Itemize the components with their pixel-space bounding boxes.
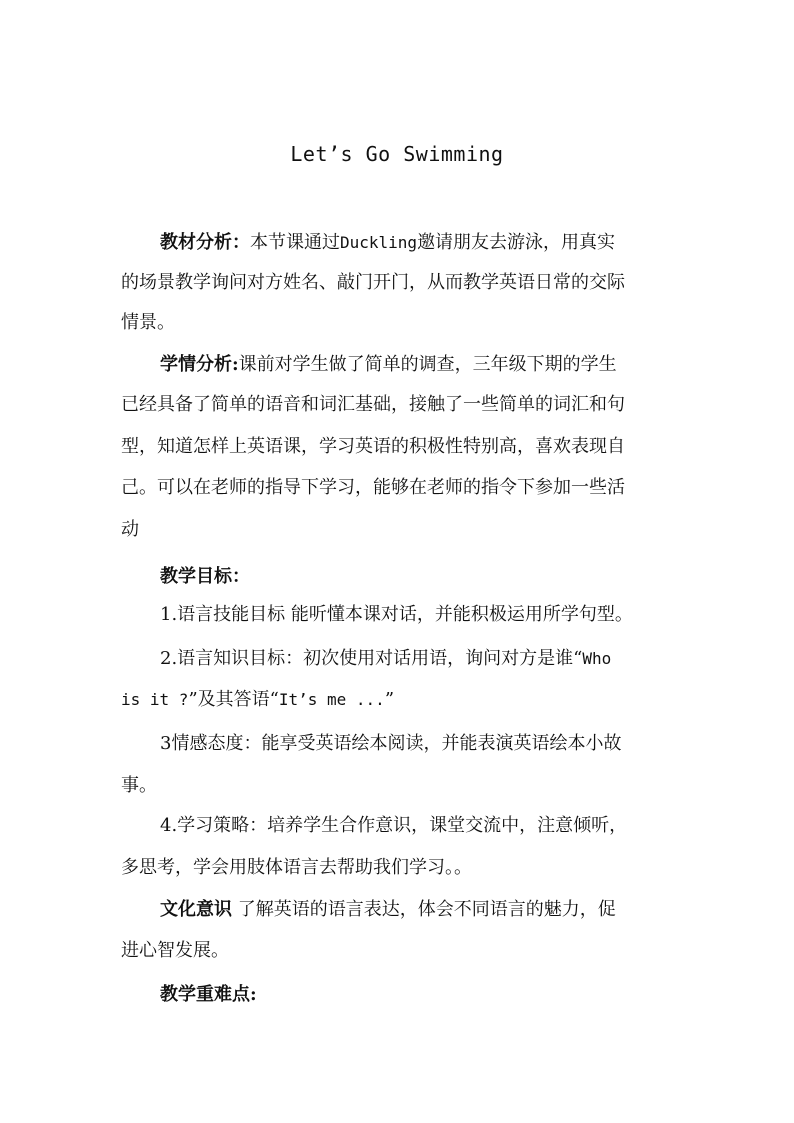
objective-item-4-line1: 4.学习策略：培养学生合作意识，课堂交流中，注意倾听，: [160, 815, 628, 836]
culture-line2: 进心智发展。: [121, 940, 229, 961]
objective-item-3-line2: 事。: [121, 775, 157, 796]
objective-item-1: 1.语言技能目标 能听懂本课对话，并能积极运用所学句型。: [160, 604, 633, 625]
section2-line1: [160, 350, 681, 380]
objective-item-2-en-answer: It’s me ...: [278, 690, 385, 709]
section1-line3: 情景。: [121, 312, 175, 333]
section2-line2: 已经具备了简单的语音和词汇基础，接触了一些简单的词汇和句: [121, 394, 625, 415]
culture-heading: 文化意识: [160, 899, 232, 920]
objectives-heading: 教学目标：: [160, 566, 250, 587]
section1-text-en: Duckling: [340, 233, 418, 252]
difficulties-heading: 教学重难点:: [160, 984, 257, 1005]
objective-item-2-quote-close: ”: [384, 689, 395, 710]
objective-item-2-en-question: is it ?: [121, 690, 189, 709]
objective-item-2-line1: [160, 644, 681, 674]
section1-line2: 的场景教学询问对方姓名、敲门开门，从而教学英语日常的交际: [121, 272, 625, 293]
document-title: Let’s Go Swimming: [290, 142, 504, 166]
section1-heading: 教材分析：: [160, 232, 250, 253]
section2-text: 课前对学生做了简单的调查，三年级下期的学生: [238, 354, 617, 375]
section2-line4: 己。可以在老师的指导下学习，能够在老师的指令下参加一些活: [121, 477, 625, 498]
section1-text-a: 本节课通过: [250, 232, 340, 253]
section2-heading: 学情分析:: [160, 354, 239, 375]
objective-item-4-line2: 多思考，学会用肢体语言去帮助我们学习。。: [121, 857, 472, 878]
objective-item-3-line1: 3情感态度：能享受英语绘本阅读，并能表演英语绘本小故: [160, 733, 622, 754]
objective-item-2-text-b: ”及其答语“: [188, 689, 279, 710]
culture-text: 了解英语的语言表达，体会不同语言的魅力，促: [232, 899, 616, 920]
section1-text-b: 邀请朋友去游泳，用真实: [417, 232, 616, 253]
section1-line1: [160, 228, 681, 258]
objective-item-2-line2: [121, 685, 681, 715]
objective-item-2-text: 2.语言知识目标：初次使用对话用语，询问对方是谁“: [160, 648, 583, 669]
objective-item-2-en: Who: [582, 649, 612, 668]
culture-line1: [160, 895, 681, 925]
section2-line3: 型，知道怎样上英语课，学习英语的积极性特别高，喜欢表现自: [121, 436, 625, 457]
section2-line5: 动: [121, 519, 139, 540]
